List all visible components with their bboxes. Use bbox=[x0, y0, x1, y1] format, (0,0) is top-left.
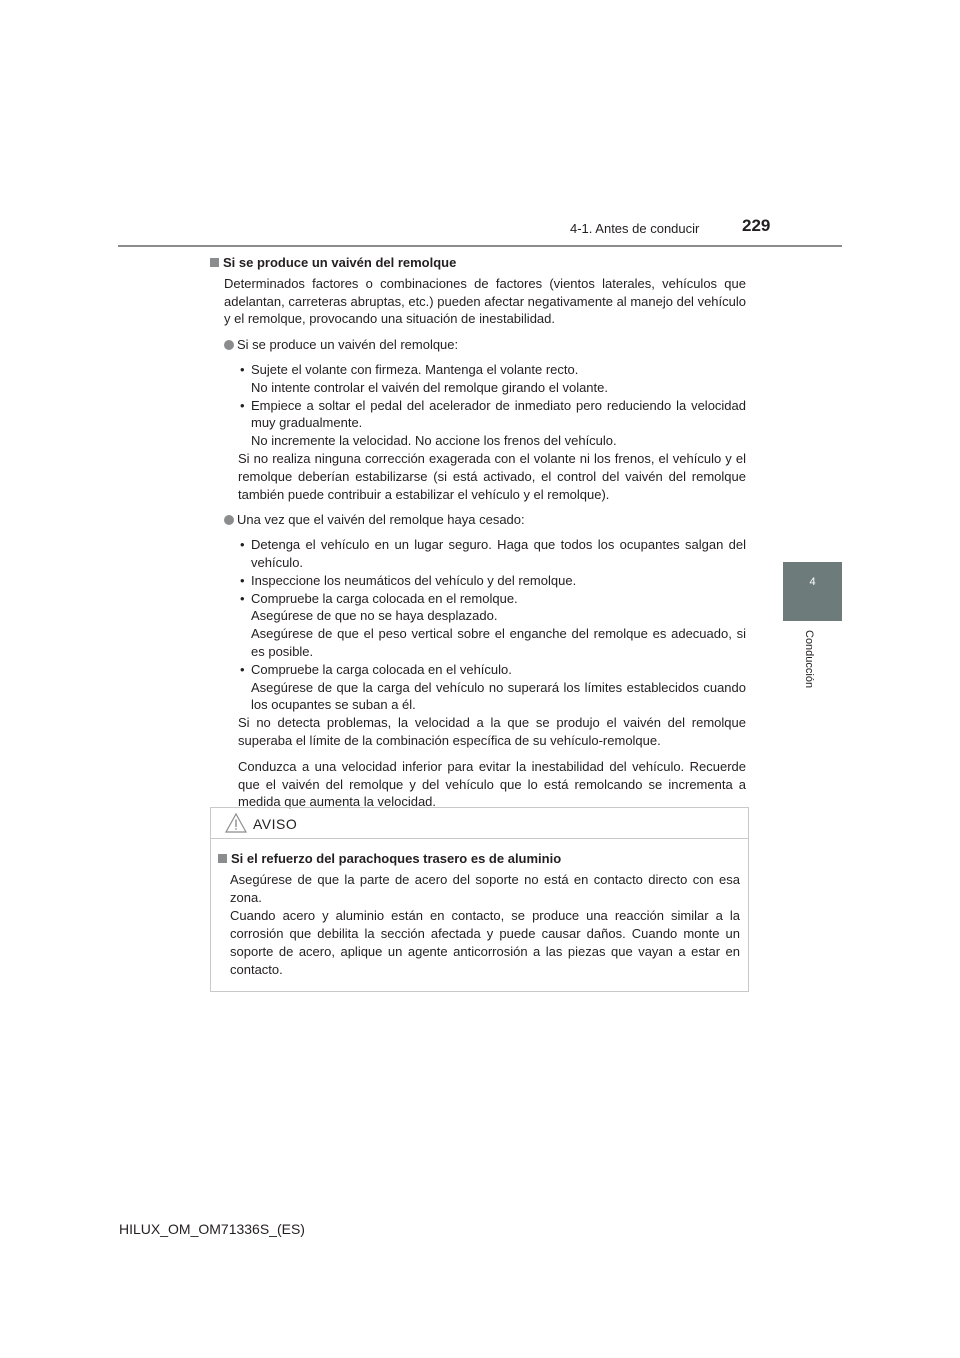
chapter-number: 4 bbox=[809, 576, 816, 588]
list-item: • Empiece a soltar el pedal del acelerador de inmediato pero reduciendo la velocidad muy gradualmente. bbox=[240, 397, 746, 431]
bullet-note: Si no realiza ninguna corrección exagerada con el volante ni los frenos, el vehículo y el remolque deberían estabilizarse (si está activado, el control del vaivén del remolque también puede contribuir a estabilizar el vehículo y el remolque). bbox=[238, 450, 746, 502]
square-bullet-icon bbox=[218, 854, 227, 863]
bullet-block-ceased bbox=[210, 511, 746, 811]
footer-code: HILUX_OM_OM71336S_(ES) bbox=[119, 1221, 305, 1237]
main-content bbox=[210, 254, 746, 819]
list-item: • Inspeccione los neumáticos del vehículo y del remolque. bbox=[240, 572, 577, 588]
list-item: • Compruebe la carga colocada en el vehículo. bbox=[240, 661, 512, 677]
section-intro: Determinados factores o combinaciones de factores (vientos laterales, vehículos que adelantan, carreteras abruptas, etc.) pueden afectar negativamente al manejo del vehículo y el remolque, provocando una situación de inestabilidad. bbox=[224, 275, 746, 327]
warning-box bbox=[210, 807, 749, 992]
list-item-sub: Asegúrese de que no se haya desplazado. bbox=[251, 608, 498, 624]
chapter-tab bbox=[783, 562, 842, 621]
page-number: 229 bbox=[742, 216, 771, 235]
bullet-note: Si no detecta problemas, la velocidad a la que se produjo el vaivén del remolque superaba el límite de la combinación específica de su vehículo-remolque. bbox=[238, 715, 746, 748]
chapter-label: Conducción bbox=[803, 630, 815, 689]
list-item-sub: Asegúrese de que la carga del vehículo no superará los límites establecidos cuando los ocupantes se suban a él. bbox=[251, 679, 746, 713]
bullet-sway bbox=[224, 336, 746, 354]
header-section-title: 4-1. Antes de conducir bbox=[570, 221, 700, 236]
section-heading bbox=[210, 254, 746, 272]
warning-heading bbox=[218, 850, 740, 868]
warning-header bbox=[211, 808, 748, 839]
list-item-sub: Asegúrese de que el peso vertical sobre el enganche del remolque es adecuado, si es posible. bbox=[251, 626, 746, 659]
warning-body bbox=[218, 850, 740, 987]
bullet-ceased bbox=[224, 511, 746, 529]
warning-label: AVISO bbox=[253, 816, 298, 832]
list-item: • Detenga el vehículo en un lugar seguro. Haga que todos los ocupantes salgan del vehículo. bbox=[240, 537, 746, 570]
list-item-sub: No incremente la velocidad. No accione los frenos del vehículo. bbox=[251, 433, 617, 449]
warning-text-2: Cuando acero y aluminio están en contacto, se produce una reacción similar a la corrosión que debilita la sección afectada y puede causar daños. Cuando monte un soporte de acero, aplique un agente anticorrosión a las piezas que vayan a estar en contacto. bbox=[230, 908, 740, 977]
item-list bbox=[238, 361, 746, 450]
item-list bbox=[238, 536, 746, 714]
bullet-text: Una vez que el vaivén del remolque haya cesado: bbox=[237, 512, 525, 528]
list-item: • Sujete el volante con firmeza. Mantenga el volante recto. bbox=[240, 361, 579, 377]
list-item: • Compruebe la carga colocada en el remolque. bbox=[240, 590, 518, 606]
square-bullet-icon bbox=[210, 258, 219, 267]
bullet-block-sway bbox=[210, 336, 746, 503]
circle-bullet-icon bbox=[224, 515, 234, 525]
circle-bullet-icon bbox=[224, 340, 234, 350]
header-divider bbox=[118, 245, 842, 247]
section-title: Si se produce un vaivén del remolque bbox=[223, 255, 457, 270]
warning-title: Si el refuerzo del parachoques trasero es de aluminio bbox=[231, 851, 562, 866]
list-item-sub: No intente controlar el vaivén del remolque girando el volante. bbox=[251, 379, 608, 395]
warning-text-1: Asegúrese de que la parte de acero del soporte no está en contacto directo con esa zona. bbox=[230, 872, 740, 905]
bullet-note-2: Conduzca a una velocidad inferior para evitar la inestabilidad del vehículo. Recuerde que el vaivén del remolque y del vehículo que lo está remolcando se incrementa a medida que aumenta la velocidad. bbox=[238, 758, 746, 810]
bullet-text: Si se produce un vaivén del remolque: bbox=[237, 337, 459, 353]
warning-triangle-icon bbox=[225, 813, 247, 833]
